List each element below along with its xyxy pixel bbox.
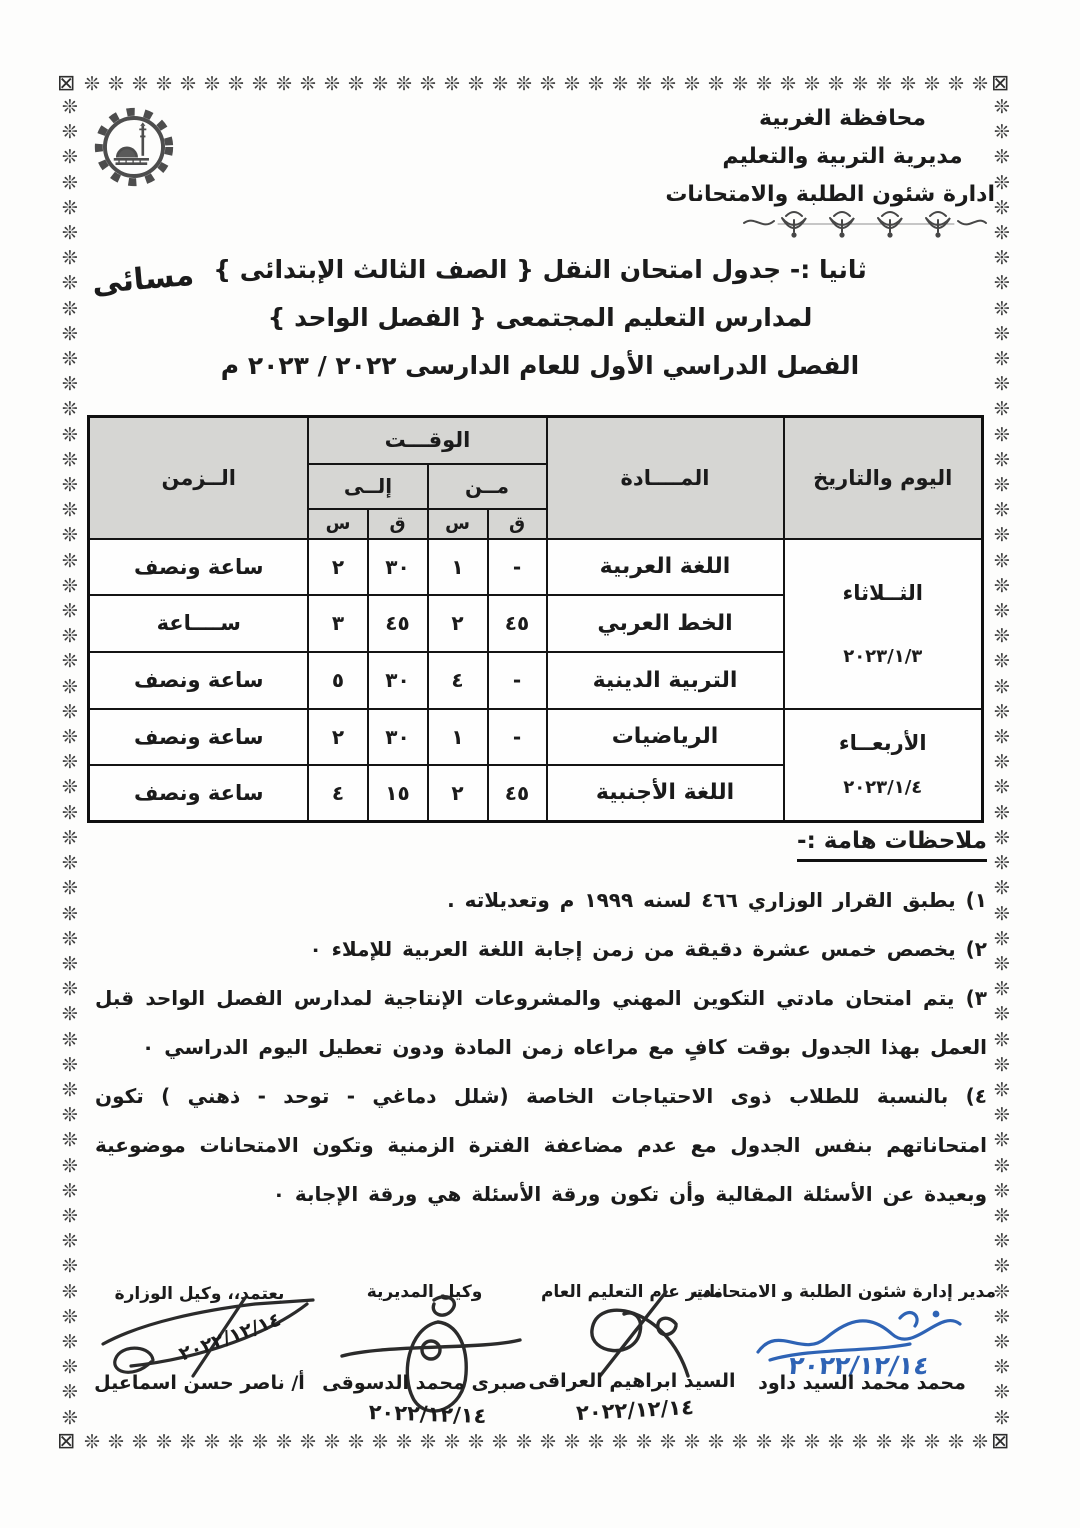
border-rosette-icon: ❊ bbox=[684, 1431, 700, 1453]
border-rosette-icon: ❊ bbox=[852, 73, 868, 95]
border-rosette-icon: ❊ bbox=[62, 675, 78, 698]
border-rosette-icon: ❊ bbox=[276, 1431, 292, 1453]
administration-name: ادارة شئون الطلبة والامتحانات bbox=[665, 182, 995, 207]
border-rosette-icon: ❊ bbox=[62, 726, 78, 749]
border-rosette-icon: ❊ bbox=[994, 272, 1010, 295]
border-rosette-icon: ❊ bbox=[62, 902, 78, 925]
border-rosette-icon: ❊ bbox=[468, 1431, 484, 1453]
border-rosette-icon: ❊ bbox=[108, 73, 124, 95]
to-minutes-cell: ١٥ bbox=[368, 765, 428, 821]
decorative-border-top bbox=[84, 75, 988, 99]
border-rosette-icon: ❊ bbox=[62, 826, 78, 849]
border-rosette-icon: ❊ bbox=[780, 73, 796, 95]
day-date: ٢٠٢٣/١/٤ bbox=[843, 776, 923, 798]
from-hours-cell: ٤ bbox=[428, 652, 488, 709]
border-corner-icon: ⊠ bbox=[991, 71, 1010, 96]
signature-name: صبرى محمد الدسوقى bbox=[322, 1372, 527, 1394]
exam-schedule-table bbox=[90, 415, 984, 823]
border-rosette-icon: ❊ bbox=[62, 196, 78, 219]
border-rosette-icon: ❊ bbox=[540, 73, 556, 95]
border-rosette-icon: ❊ bbox=[62, 322, 78, 345]
border-rosette-icon: ❊ bbox=[62, 499, 78, 522]
border-rosette-icon: ❊ bbox=[62, 373, 78, 396]
border-rosette-icon: ❊ bbox=[372, 73, 388, 95]
border-rosette-icon: ❊ bbox=[132, 73, 148, 95]
border-rosette-icon: ❊ bbox=[84, 1431, 100, 1453]
border-rosette-icon: ❊ bbox=[444, 1431, 460, 1453]
border-rosette-icon: ❊ bbox=[228, 73, 244, 95]
header-to: إلــى bbox=[308, 464, 427, 509]
border-rosette-icon: ❊ bbox=[156, 1431, 172, 1453]
border-rosette-icon: ❊ bbox=[348, 73, 364, 95]
border-rosette-icon: ❊ bbox=[994, 1204, 1010, 1227]
border-rosette-icon: ❊ bbox=[396, 73, 412, 95]
border-rosette-icon: ❊ bbox=[252, 1431, 268, 1453]
border-rosette-icon: ❊ bbox=[994, 1028, 1010, 1051]
border-rosette-icon: ❊ bbox=[444, 73, 460, 95]
from-minutes-cell: ٤٥ bbox=[488, 765, 547, 821]
document-title-block bbox=[100, 246, 980, 390]
border-rosette-icon: ❊ bbox=[62, 877, 78, 900]
note-item-4: ٤) بالنسبة للطلاب ذوى الاحتياجات الخاصة (شلل دماغي - توحد - ذهني ) تكون امتحاناتهم بنفس الجدول مع عدم مضاعفة الفترة الزمنية وتكون الامتحانات موضوعية وبعيدة عن الأسئلة المقالية وأن تكون ورقة الأسئلة هي ورقة الإجابة ٠ bbox=[95, 1084, 987, 1206]
border-rosette-icon: ❊ bbox=[62, 801, 78, 824]
border-rosette-icon: ❊ bbox=[62, 927, 78, 950]
duration-cell: ساعة ونصف bbox=[88, 709, 308, 765]
border-rosette-icon: ❊ bbox=[300, 1431, 316, 1453]
day-cell bbox=[784, 539, 983, 709]
decorative-border-left bbox=[58, 98, 82, 1428]
notes-section bbox=[95, 828, 987, 1219]
border-rosette-icon: ❊ bbox=[540, 1431, 556, 1453]
signature-name: أ/ ناصر حسن اسماعيل bbox=[94, 1372, 305, 1394]
border-rosette-icon: ❊ bbox=[804, 73, 820, 95]
border-rosette-icon: ❊ bbox=[62, 625, 78, 648]
border-rosette-icon: ❊ bbox=[396, 1431, 412, 1453]
border-rosette-icon: ❊ bbox=[994, 146, 1010, 169]
border-rosette-icon: ❊ bbox=[156, 73, 172, 95]
border-rosette-icon: ❊ bbox=[994, 322, 1010, 345]
border-rosette-icon: ❊ bbox=[900, 1431, 916, 1453]
border-rosette-icon: ❊ bbox=[636, 73, 652, 95]
border-rosette-icon: ❊ bbox=[972, 1431, 988, 1453]
subject-cell: اللغة الأجنبية bbox=[547, 765, 784, 821]
border-rosette-icon: ❊ bbox=[994, 96, 1010, 118]
border-rosette-icon: ❊ bbox=[994, 826, 1010, 849]
signature-date: ٢٠٢٢/١٢/١٤ bbox=[368, 1399, 487, 1429]
document-title-line-3: الفصل الدراسي الأول للعام الدارسى ٢٠٢٢ / ٢٠٢٣ م bbox=[220, 351, 860, 380]
border-rosette-icon: ❊ bbox=[516, 1431, 532, 1453]
border-rosette-icon: ❊ bbox=[994, 1356, 1010, 1379]
signature-title: مدير إدارة شئون الطلبة و الامتحانات bbox=[692, 1282, 996, 1302]
border-rosette-icon: ❊ bbox=[994, 348, 1010, 371]
border-rosette-icon: ❊ bbox=[62, 650, 78, 673]
subject-cell: التربية الدينية bbox=[547, 652, 784, 709]
header-from-hours: س bbox=[428, 509, 488, 539]
border-rosette-icon: ❊ bbox=[62, 751, 78, 774]
border-rosette-icon: ❊ bbox=[62, 1381, 78, 1404]
border-rosette-icon: ❊ bbox=[994, 524, 1010, 547]
border-corner-icon: ⊠ bbox=[991, 1429, 1010, 1454]
border-rosette-icon: ❊ bbox=[62, 1230, 78, 1253]
border-rosette-icon: ❊ bbox=[62, 474, 78, 497]
document-title-line-2: لمدارس التعليم المجتمعى { الفصل الواحد } bbox=[267, 303, 813, 332]
border-rosette-icon: ❊ bbox=[732, 1431, 748, 1453]
border-rosette-icon: ❊ bbox=[756, 1431, 772, 1453]
border-rosette-icon: ❊ bbox=[588, 1431, 604, 1453]
border-rosette-icon: ❊ bbox=[994, 801, 1010, 824]
border-corner-icon: ⊠ bbox=[57, 71, 76, 96]
header-time: الوقـــت bbox=[308, 417, 546, 464]
border-rosette-icon: ❊ bbox=[324, 1431, 340, 1453]
from-hours-cell: ٢ bbox=[428, 765, 488, 821]
day-cell bbox=[784, 709, 983, 822]
border-rosette-icon: ❊ bbox=[660, 1431, 676, 1453]
border-rosette-icon: ❊ bbox=[994, 1053, 1010, 1076]
table-row bbox=[88, 709, 982, 765]
from-hours-cell: ١ bbox=[428, 539, 488, 595]
to-hours-cell: ٣ bbox=[308, 595, 367, 652]
border-rosette-icon: ❊ bbox=[994, 1406, 1010, 1429]
ornament-divider-icon bbox=[742, 206, 990, 240]
border-rosette-icon: ❊ bbox=[84, 73, 100, 95]
border-rosette-icon: ❊ bbox=[708, 73, 724, 95]
border-rosette-icon: ❊ bbox=[62, 1255, 78, 1278]
border-rosette-icon: ❊ bbox=[62, 1280, 78, 1303]
decorative-border-bottom bbox=[84, 1433, 988, 1457]
border-rosette-icon: ❊ bbox=[994, 423, 1010, 446]
border-rosette-icon: ❊ bbox=[708, 1431, 724, 1453]
border-rosette-icon: ❊ bbox=[204, 1431, 220, 1453]
signature-title: يعتمد،، وكيل الوزارة bbox=[114, 1284, 285, 1304]
border-rosette-icon: ❊ bbox=[994, 852, 1010, 875]
border-rosette-icon: ❊ bbox=[62, 700, 78, 723]
border-rosette-icon: ❊ bbox=[62, 96, 78, 118]
signature-title: مدير عام التعليم العام bbox=[540, 1282, 724, 1302]
document-title-line-1: ثانيا :- جدول امتحان النقل { الصف الثالث الإبتدائى } bbox=[213, 255, 867, 284]
border-rosette-icon: ❊ bbox=[994, 196, 1010, 219]
border-rosette-icon: ❊ bbox=[994, 952, 1010, 975]
notes-title: ملاحظات هامة :- bbox=[797, 828, 987, 862]
border-rosette-icon: ❊ bbox=[62, 852, 78, 875]
border-rosette-icon: ❊ bbox=[492, 1431, 508, 1453]
border-rosette-icon: ❊ bbox=[492, 73, 508, 95]
border-rosette-icon: ❊ bbox=[924, 1431, 940, 1453]
to-minutes-cell: ٣٠ bbox=[368, 652, 428, 709]
header-to-minutes: ق bbox=[368, 509, 428, 539]
border-rosette-icon: ❊ bbox=[62, 398, 78, 421]
org-header bbox=[665, 100, 995, 214]
header-from-minutes: ق bbox=[488, 509, 547, 539]
border-rosette-icon: ❊ bbox=[994, 1280, 1010, 1303]
evening-shift-label: مسائى bbox=[90, 257, 196, 302]
duration-cell: ساعة ونصف bbox=[88, 765, 308, 821]
border-rosette-icon: ❊ bbox=[924, 73, 940, 95]
border-rosette-icon: ❊ bbox=[994, 700, 1010, 723]
border-rosette-icon: ❊ bbox=[62, 1154, 78, 1177]
border-rosette-icon: ❊ bbox=[994, 1305, 1010, 1328]
note-item-3: ٣) يتم امتحان مادتي التكوين المهني والمشروعات الإنتاجية لمدارس الفصل الواحد قبل العمل بهذا الجدول بوقت كافٍ مع مراعاه زمن المادة ودون تعطيل اليوم الدراسي ٠ bbox=[95, 986, 987, 1059]
border-rosette-icon: ❊ bbox=[276, 73, 292, 95]
subject-cell: الرياضيات bbox=[547, 709, 784, 765]
note-item-2: ٢) يخصص خمس عشرة دقيقة من زمن إجابة اللغة العربية للإملاء ٠ bbox=[309, 937, 987, 961]
border-rosette-icon: ❊ bbox=[756, 73, 772, 95]
border-rosette-icon: ❊ bbox=[468, 73, 484, 95]
border-rosette-icon: ❊ bbox=[62, 776, 78, 799]
signature-name: السيد ابراهيم العراقى bbox=[528, 1370, 736, 1392]
duration-cell: ساعة ونصف bbox=[88, 652, 308, 709]
border-rosette-icon: ❊ bbox=[62, 549, 78, 572]
day-name: الثــلاثاء bbox=[842, 580, 923, 605]
border-rosette-icon: ❊ bbox=[994, 902, 1010, 925]
border-rosette-icon: ❊ bbox=[828, 73, 844, 95]
signature-ink-icon bbox=[750, 1300, 985, 1380]
signature-date: ٢٠٢٢/١٢/١٤ bbox=[575, 1394, 695, 1426]
border-rosette-icon: ❊ bbox=[62, 1305, 78, 1328]
border-rosette-icon: ❊ bbox=[62, 978, 78, 1001]
border-rosette-icon: ❊ bbox=[994, 1003, 1010, 1026]
border-rosette-icon: ❊ bbox=[636, 1431, 652, 1453]
from-minutes-cell: ٤٥ bbox=[488, 595, 547, 652]
header-to-hours: س bbox=[308, 509, 367, 539]
border-rosette-icon: ❊ bbox=[62, 171, 78, 194]
border-rosette-icon: ❊ bbox=[994, 1330, 1010, 1353]
border-rosette-icon: ❊ bbox=[780, 1431, 796, 1453]
to-minutes-cell: ٣٠ bbox=[368, 709, 428, 765]
border-rosette-icon: ❊ bbox=[62, 1356, 78, 1379]
subject-cell: الخط العربي bbox=[547, 595, 784, 652]
border-rosette-icon: ❊ bbox=[684, 73, 700, 95]
border-rosette-icon: ❊ bbox=[180, 1431, 196, 1453]
border-rosette-icon: ❊ bbox=[994, 1381, 1010, 1404]
border-rosette-icon: ❊ bbox=[994, 373, 1010, 396]
border-rosette-icon: ❊ bbox=[994, 549, 1010, 572]
border-rosette-icon: ❊ bbox=[348, 1431, 364, 1453]
border-rosette-icon: ❊ bbox=[994, 574, 1010, 597]
border-rosette-icon: ❊ bbox=[62, 1406, 78, 1429]
from-minutes-cell: - bbox=[488, 652, 547, 709]
border-rosette-icon: ❊ bbox=[994, 1154, 1010, 1177]
signature-name: محمد محمد السيد داود bbox=[758, 1372, 966, 1394]
border-rosette-icon: ❊ bbox=[372, 1431, 388, 1453]
border-corner-icon: ⊠ bbox=[57, 1429, 76, 1454]
border-rosette-icon: ❊ bbox=[994, 650, 1010, 673]
header-duration: الــزمن bbox=[88, 417, 308, 539]
border-rosette-icon: ❊ bbox=[994, 171, 1010, 194]
border-rosette-icon: ❊ bbox=[180, 73, 196, 95]
border-rosette-icon: ❊ bbox=[852, 1431, 868, 1453]
border-rosette-icon: ❊ bbox=[994, 751, 1010, 774]
to-hours-cell: ٢ bbox=[308, 539, 367, 595]
signature-date-handwritten: ٢٠٢٢/١٢/١٤ bbox=[786, 1351, 931, 1380]
border-rosette-icon: ❊ bbox=[108, 1431, 124, 1453]
border-rosette-icon: ❊ bbox=[62, 1104, 78, 1127]
border-rosette-icon: ❊ bbox=[994, 1179, 1010, 1202]
border-rosette-icon: ❊ bbox=[300, 73, 316, 95]
subject-cell: اللغة العربية bbox=[547, 539, 784, 595]
border-rosette-icon: ❊ bbox=[62, 348, 78, 371]
border-rosette-icon: ❊ bbox=[994, 675, 1010, 698]
border-rosette-icon: ❊ bbox=[62, 423, 78, 446]
border-rosette-icon: ❊ bbox=[228, 1431, 244, 1453]
border-rosette-icon: ❊ bbox=[948, 1431, 964, 1453]
border-rosette-icon: ❊ bbox=[994, 222, 1010, 245]
border-rosette-icon: ❊ bbox=[252, 73, 268, 95]
border-rosette-icon: ❊ bbox=[62, 1179, 78, 1202]
duration-cell: ساعة ونصف bbox=[88, 539, 308, 595]
to-hours-cell: ٤ bbox=[308, 765, 367, 821]
border-rosette-icon: ❊ bbox=[62, 297, 78, 320]
border-rosette-icon: ❊ bbox=[804, 1431, 820, 1453]
from-minutes-cell: - bbox=[488, 539, 547, 595]
ministry-gear-mosque-logo-icon bbox=[90, 103, 178, 191]
border-rosette-icon: ❊ bbox=[660, 73, 676, 95]
day-date: ٢٠٢٣/١/٣ bbox=[843, 645, 923, 667]
border-rosette-icon: ❊ bbox=[994, 1104, 1010, 1127]
directorate-name: مديرية التربية والتعليم bbox=[722, 144, 963, 169]
border-rosette-icon: ❊ bbox=[516, 73, 532, 95]
from-minutes-cell: - bbox=[488, 709, 547, 765]
border-rosette-icon: ❊ bbox=[900, 73, 916, 95]
border-rosette-icon: ❊ bbox=[612, 73, 628, 95]
table-row bbox=[88, 539, 982, 595]
border-rosette-icon: ❊ bbox=[62, 448, 78, 471]
border-rosette-icon: ❊ bbox=[420, 73, 436, 95]
border-rosette-icon: ❊ bbox=[62, 121, 78, 144]
border-rosette-icon: ❊ bbox=[62, 1078, 78, 1101]
border-rosette-icon: ❊ bbox=[972, 73, 988, 95]
border-rosette-icon: ❊ bbox=[62, 272, 78, 295]
border-rosette-icon: ❊ bbox=[994, 877, 1010, 900]
to-minutes-cell: ٤٥ bbox=[368, 595, 428, 652]
signature-title: وكيل المديرية bbox=[366, 1282, 483, 1302]
border-rosette-icon: ❊ bbox=[62, 1053, 78, 1076]
border-rosette-icon: ❊ bbox=[994, 978, 1010, 1001]
border-rosette-icon: ❊ bbox=[994, 927, 1010, 950]
signature-date: ٢٠٢٢/١٢/١٤ bbox=[176, 1308, 284, 1366]
border-rosette-icon: ❊ bbox=[994, 1078, 1010, 1101]
border-rosette-icon: ❊ bbox=[828, 1431, 844, 1453]
border-rosette-icon: ❊ bbox=[132, 1431, 148, 1453]
border-rosette-icon: ❊ bbox=[588, 73, 604, 95]
border-rosette-icon: ❊ bbox=[62, 600, 78, 623]
border-rosette-icon: ❊ bbox=[62, 222, 78, 245]
border-rosette-icon: ❊ bbox=[994, 776, 1010, 799]
border-rosette-icon: ❊ bbox=[994, 1255, 1010, 1278]
to-hours-cell: ٢ bbox=[308, 709, 367, 765]
border-rosette-icon: ❊ bbox=[62, 146, 78, 169]
border-rosette-icon: ❊ bbox=[876, 1431, 892, 1453]
signature-ink-icon bbox=[548, 1288, 728, 1383]
to-minutes-cell: ٣٠ bbox=[368, 539, 428, 595]
border-rosette-icon: ❊ bbox=[994, 448, 1010, 471]
border-rosette-icon: ❊ bbox=[62, 1204, 78, 1227]
border-rosette-icon: ❊ bbox=[994, 247, 1010, 270]
border-rosette-icon: ❊ bbox=[420, 1431, 436, 1453]
governorate-name: محافظة الغربية bbox=[758, 106, 927, 131]
border-rosette-icon: ❊ bbox=[876, 73, 892, 95]
header-subject: المــــادة bbox=[547, 417, 784, 539]
from-hours-cell: ٢ bbox=[428, 595, 488, 652]
border-rosette-icon: ❊ bbox=[994, 474, 1010, 497]
border-rosette-icon: ❊ bbox=[732, 73, 748, 95]
border-rosette-icon: ❊ bbox=[994, 297, 1010, 320]
border-rosette-icon: ❊ bbox=[324, 73, 340, 95]
border-rosette-icon: ❊ bbox=[994, 121, 1010, 144]
header-day-date: اليوم والتاريخ bbox=[784, 417, 983, 539]
border-rosette-icon: ❊ bbox=[204, 73, 220, 95]
border-rosette-icon: ❊ bbox=[62, 1003, 78, 1026]
border-rosette-icon: ❊ bbox=[564, 1431, 580, 1453]
border-rosette-icon: ❊ bbox=[62, 1129, 78, 1152]
border-rosette-icon: ❊ bbox=[62, 524, 78, 547]
note-item-1: ١) يطبق القرار الوزاري ٤٦٦ لسنه ١٩٩٩ م وتعديلاته . bbox=[447, 888, 987, 912]
duration-cell: ســــاعة bbox=[88, 595, 308, 652]
border-rosette-icon: ❊ bbox=[62, 952, 78, 975]
border-rosette-icon: ❊ bbox=[564, 73, 580, 95]
border-rosette-icon: ❊ bbox=[62, 247, 78, 270]
border-rosette-icon: ❊ bbox=[994, 499, 1010, 522]
border-rosette-icon: ❊ bbox=[62, 1330, 78, 1353]
decorative-border-right bbox=[990, 98, 1014, 1428]
border-rosette-icon: ❊ bbox=[994, 1230, 1010, 1253]
border-rosette-icon: ❊ bbox=[612, 1431, 628, 1453]
border-rosette-icon: ❊ bbox=[62, 574, 78, 597]
from-hours-cell: ١ bbox=[428, 709, 488, 765]
to-hours-cell: ٥ bbox=[308, 652, 367, 709]
border-rosette-icon: ❊ bbox=[948, 73, 964, 95]
border-rosette-icon: ❊ bbox=[994, 1129, 1010, 1152]
border-rosette-icon: ❊ bbox=[994, 600, 1010, 623]
border-rosette-icon: ❊ bbox=[994, 625, 1010, 648]
border-rosette-icon: ❊ bbox=[994, 726, 1010, 749]
border-rosette-icon: ❊ bbox=[62, 1028, 78, 1051]
header-from: مــن bbox=[428, 464, 547, 509]
day-name: الأربعــاء bbox=[838, 731, 927, 756]
border-rosette-icon: ❊ bbox=[994, 398, 1010, 421]
